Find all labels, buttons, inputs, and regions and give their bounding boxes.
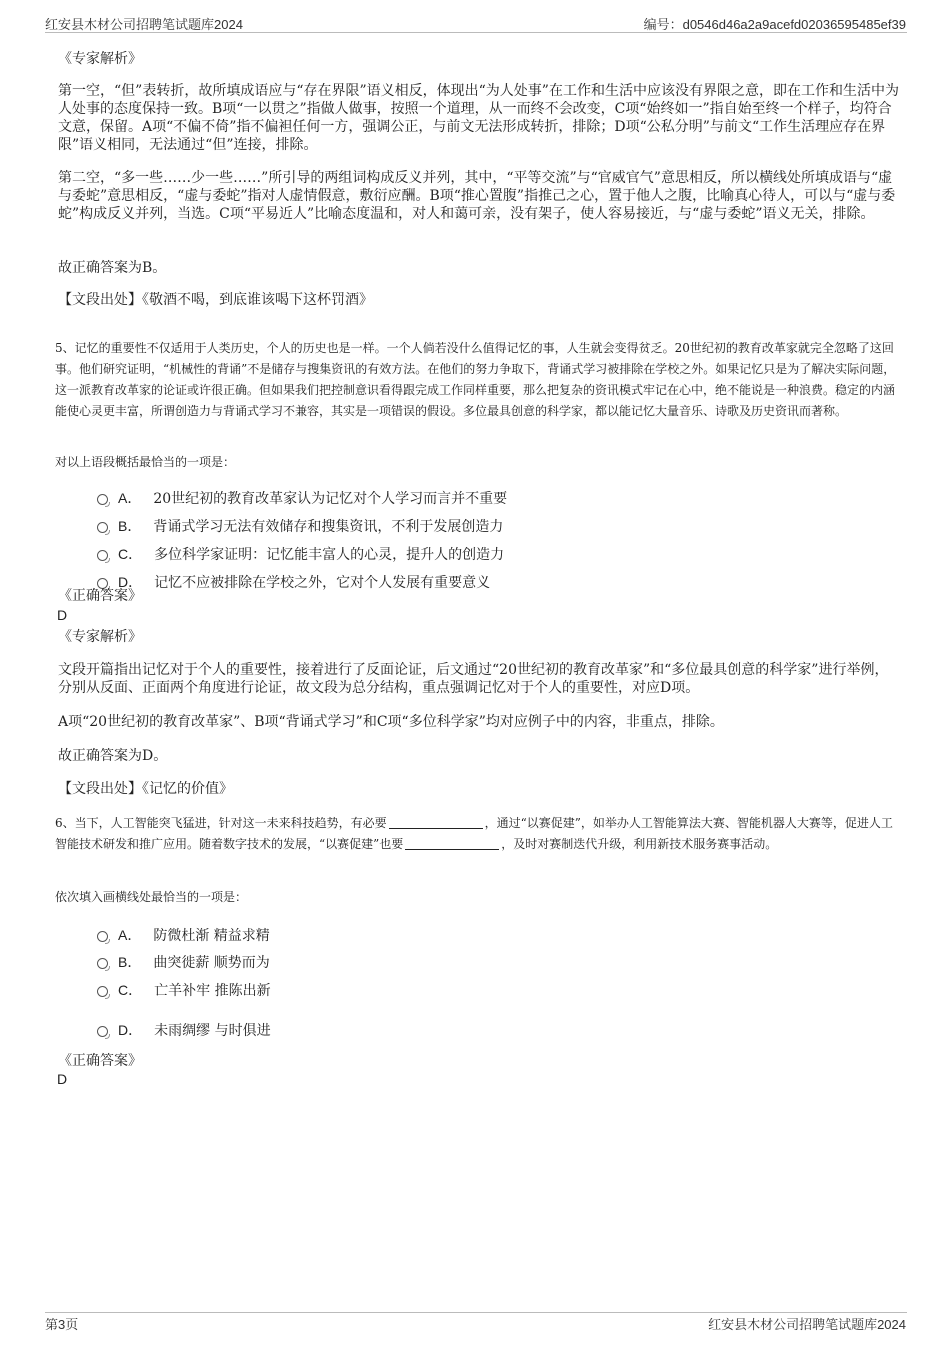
radio-icon[interactable] xyxy=(97,1026,108,1037)
footer-divider xyxy=(45,1312,907,1313)
q6-option-c[interactable] xyxy=(97,981,271,1000)
fill-blank-2 xyxy=(405,836,499,850)
radio-icon[interactable] xyxy=(97,958,108,969)
page-number: 第3页 xyxy=(45,1317,79,1332)
radio-icon[interactable] xyxy=(97,550,108,561)
q6-stem-part2: ，通过“以赛促建”，如举办人工智能算法大赛、智能机器人大赛等，促进人工智能技术研发和推广应用。随着数字技术的发展，“以赛促建”也要 xyxy=(55,816,893,851)
option-letter: D． xyxy=(118,574,143,590)
option-text: 背诵式学习无法有效储存和搜集资讯，不利于发展创造力 xyxy=(153,519,504,535)
q6-option-d[interactable] xyxy=(97,1021,271,1040)
q4-analysis-paragraph-1: 第一空，“但”表转折，故所填成语应与“存在界限”语义相反，体现出“为人处事”在工作和生活中应该没有界限之意，即在工作和生活中为人处事的态度保持一致。B项“一以贯之”指做人做事，按照一个道理，从一而终不会改变，C项“始终如一”指自始至终一个样子，均符合文意，保留。A项“不偏不倚”指不偏袒任何一方，强调公正，与前文无法形成转折，排除；D项“公私分明”与前文“工作生活理应存在界限”语义相同，无法通过“但”连接，排除。 xyxy=(58,83,899,153)
fill-blank-1 xyxy=(389,815,483,829)
option-text: 未雨绸缪 与时俱进 xyxy=(154,1023,271,1039)
option-letter: C． xyxy=(118,546,143,562)
q5-answer: D xyxy=(57,607,68,623)
header-title: 红安县木材公司招聘笔试题库2024 xyxy=(45,17,243,32)
q5-stem: 5、记忆的重要性不仅适用于人类历史，个人的历史也是一样。一个人倘若没什么值得记忆的事，人生就会变得贫乏。20世纪初的教育改革家就完全忽略了这回事。他们研究证明，“机械性的背诵”不是储存与搜集资讯的有效方法。在他们的努力争取下，背诵式学习被排除在学校之外。如果记忆只是为了解决实际问题，这一派教育改革家的论证或许很正确。但如果我们把控制意识看得跟完成工作同样重要，那么把复杂的资讯模式牢记在心中，绝不能说是一种浪费。稳定的内涵能使心灵更丰富，所谓创造力与背诵式学习不兼容，其实是一项错误的假设。多位最具创意的科学家，都以能记忆大量音乐、诗歌及历史资讯而著称。 xyxy=(55,341,896,418)
q4-analysis-label: 《专家解析》 xyxy=(58,51,142,67)
q5-option-c[interactable] xyxy=(97,545,504,564)
q6-option-a[interactable] xyxy=(97,926,270,945)
q5-analysis-label: 《专家解析》 xyxy=(58,629,142,645)
option-letter: B． xyxy=(118,518,142,534)
footer-title: 红安县木材公司招聘笔试题库2024 xyxy=(708,1317,906,1332)
q4-source: 【文段出处】《敬酒不喝，到底谁该喝下这杯罚酒》 xyxy=(58,292,373,308)
option-text: 防微杜渐 精益求精 xyxy=(153,928,270,944)
q6-prompt: 依次填入画横线处最恰当的一项是： xyxy=(55,890,248,904)
q4-conclusion: 故正确答案为B。 xyxy=(58,260,167,276)
radio-icon[interactable] xyxy=(97,931,108,942)
radio-icon[interactable] xyxy=(97,494,108,505)
q5-source: 【文段出处】《记忆的价值》 xyxy=(58,781,233,797)
q5-option-a[interactable] xyxy=(97,489,507,508)
option-letter: A． xyxy=(118,927,142,943)
radio-icon[interactable] xyxy=(97,522,108,533)
option-text: 记忆不应被排除在学校之外，它对个人发展有重要意义 xyxy=(154,575,491,591)
q5-analysis-paragraph-1: 文段开篇指出记忆对于个人的重要性，接着进行了反面论证，后文通过“20世纪初的教育改革家”和“多位最具创意的科学家”进行举例，分别从反面、正面两个角度进行论证，故文段为总分结构，重点强调记忆对于个人的重要性，对应D项。 xyxy=(58,662,889,696)
option-text: 曲突徙薪 顺势而为 xyxy=(153,955,270,971)
q5-answer-label: 《正确答案》 xyxy=(58,588,142,604)
q6-stem-part1: 6、当下，人工智能突飞猛进，针对这一未来科技趋势，有必要 xyxy=(55,816,387,830)
option-text: 亡羊补牢 推陈出新 xyxy=(154,983,271,999)
q6-answer-label: 《正确答案》 xyxy=(58,1053,142,1069)
q4-analysis-paragraph-2: 第二空，“多一些……少一些……”所引导的两组词构成反义并列，其中，“平等交流”与“官威官气”意思相反，所以横线处所填成语与“虚与委蛇”意思相反，“虚与委蛇”指对人虚情假意，敷衍应酬。B项“推心置腹”指推己之心，置于他人之腹，比喻真心待人，可以与“虚与委蛇”构成反义并列，当选。C项“平易近人”比喻态度温和，对人和蔼可亲，没有架子，使人容易接近，与“虚与委蛇”语义无关，排除。 xyxy=(58,170,896,222)
option-letter: B． xyxy=(118,954,142,970)
document-id: 编号：d0546d46a2a9acefd02036595485ef39 xyxy=(643,17,906,32)
q5-option-b[interactable] xyxy=(97,517,503,536)
header-divider xyxy=(45,32,907,33)
option-letter: C． xyxy=(118,982,143,998)
q6-stem-part3: ，及时对赛制迭代升级，利用新技术服务赛事活动。 xyxy=(501,837,778,851)
q5-analysis-paragraph-2: A项“20世纪初的教育改革家”、B项“背诵式学习”和C项“多位科学家”均对应例子中的内容，非重点，排除。 xyxy=(58,714,724,730)
q5-prompt: 对以上语段概括最恰当的一项是： xyxy=(55,455,236,469)
option-letter: A． xyxy=(118,490,142,506)
option-letter: D． xyxy=(118,1022,143,1038)
option-text: 多位科学家证明：记忆能丰富人的心灵，提升人的创造力 xyxy=(154,547,505,563)
q6-stem xyxy=(55,813,900,855)
q5-conclusion: 故正确答案为D。 xyxy=(58,748,168,764)
q6-answer: D xyxy=(57,1071,68,1087)
radio-icon[interactable] xyxy=(97,986,108,997)
q6-option-b[interactable] xyxy=(97,953,270,972)
option-text: 20世纪初的教育改革家认为记忆对个人学习而言并不重要 xyxy=(153,491,508,507)
